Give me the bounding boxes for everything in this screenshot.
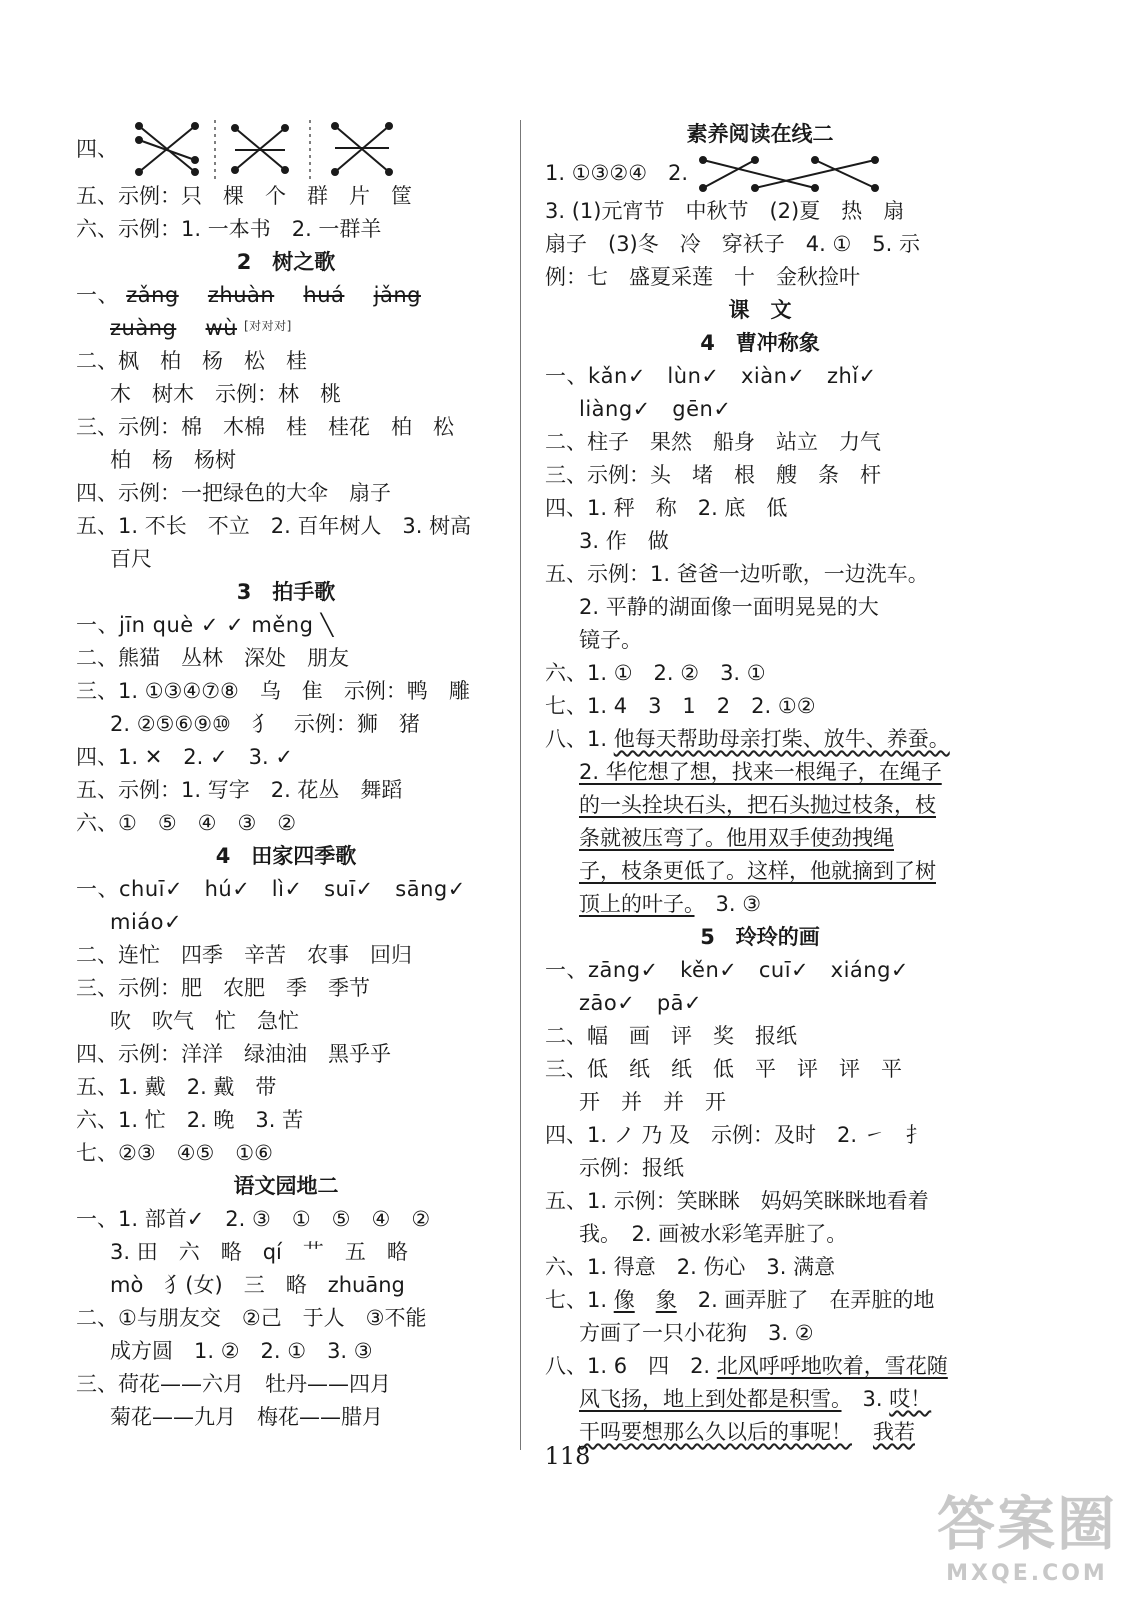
answer-line: 镜子。 [579, 628, 642, 652]
answer-line: 三、低 纸 纸 低 平 评 评 平 [545, 1057, 902, 1081]
answer-line: 百尺 [110, 547, 152, 571]
answer-line: 3. 作 做 [579, 529, 669, 553]
answer-line: 例：七 盛夏采莲 十 金秋捡叶 [545, 265, 860, 289]
answer-line: 四、示例：洋洋 绿油油 黑乎乎 [76, 1042, 391, 1066]
answer-line: 一、kǎn✓ lùn✓ xiàn✓ zhǐ✓ [545, 364, 877, 388]
matching-row: 四、 [76, 118, 496, 180]
answer-line: 二、①与朋友交 ②己 于人 ③不能 [76, 1306, 427, 1330]
answer-line: 五、示例：1. 爸爸一边听歌，一边洗车。 [545, 562, 929, 586]
lesson-title: 5 玲玲的画 [700, 925, 820, 949]
answer-line: 五、1. 示例：笑眯眯 妈妈笑眯眯地看着 [545, 1189, 929, 1213]
handwritten-note: [对对对] [244, 319, 292, 333]
answer-line: 四、示例：一把绿色的大伞 扇子 [76, 481, 391, 505]
answer-line: 三、示例：肥 农肥 季 季节 [76, 976, 370, 1000]
column-divider [520, 120, 521, 1450]
answer-line: 菊花——九月 梅花——腊月 [110, 1405, 383, 1429]
answer-line: 木 树木 示例：林 桃 [110, 382, 341, 406]
answer-line: 成方圆 1. ② 2. ① 3. ③ [110, 1339, 373, 1363]
answer-line: 二、连忙 四季 辛苦 农事 回归 [76, 943, 412, 967]
answer-line: 二、幅 画 评 奖 报纸 [545, 1024, 797, 1048]
answer-line: 四、1. 秤 称 2. 底 低 [545, 496, 788, 520]
answer-line: 三、示例：棉 木棉 桂 桂花 柏 松 [76, 415, 454, 439]
answer-line: 二、枫 柏 杨 松 桂 [76, 349, 307, 373]
answer-line: 五、1. 戴 2. 戴 带 [76, 1075, 277, 1099]
answer-line: zāo✓ pā✓ [579, 991, 703, 1015]
answer-line: 三、荷花——六月 牡丹——四月 [76, 1372, 391, 1396]
answer-line: 五、示例：只 棵 个 群 片 筐 [76, 184, 412, 208]
answer-line: 二、熊猫 丛林 深处 朋友 [76, 646, 349, 670]
answer-line: 四、1. ✕ 2. ✓ 3. ✓ [76, 745, 293, 769]
answer-line: 一、1. 部首✓ 2. ③ ① ⑤ ④ ② [76, 1207, 431, 1231]
answer-line: 吹 吹气 忙 急忙 [110, 1009, 299, 1033]
answer-line: 一、zāng✓ kěn✓ cuī✓ xiáng✓ [545, 958, 910, 982]
answer-line: 七、②③ ④⑤ ①⑥ [76, 1141, 273, 1165]
watermark-logo: 答案圈 MXQE.COM [936, 1490, 1117, 1586]
answer-line: 六、1. 忙 2. 晚 3. 苦 [76, 1108, 304, 1132]
right-column [545, 118, 975, 1449]
answer-line: 3. (1)元宵节 中秋节 (2)夏 热 扇 [545, 199, 905, 223]
answer-line: 一、jīn què ✓ ✓ měng ╲ [76, 613, 334, 637]
page-number: 118 [544, 1442, 591, 1470]
answer-line: 条就被压弯了。他用双手使劲拽绳 [579, 826, 894, 850]
answer-line: 2. ②⑤⑥⑨⑩ 犭 示例：狮 猪 [110, 712, 420, 736]
answer-line: 的一头拴块石头，把石头抛过枝条，枝 [579, 793, 936, 817]
answer-line: 2. 平静的湖面像一面明晃晃的大 [579, 595, 879, 619]
answer-line: 三、示例：头 堵 根 艘 条 杆 [545, 463, 881, 487]
answer-line: 八、1. 他每天帮助母亲打柴、放牛、养蚕。 [545, 727, 950, 751]
answer-line: 六、① ⑤ ④ ③ ② [76, 811, 297, 835]
answer-line: 七、1. 4 3 1 2 2. ①② [545, 694, 816, 718]
answer-line: 二、柱子 果然 船身 站立 力气 [545, 430, 881, 454]
lesson-title: 2 树之歌 [236, 250, 336, 274]
answer-line: mò 犭(女) 三 略 zhuāng [110, 1273, 405, 1297]
section-title: 素养阅读在线二 [686, 122, 834, 146]
answer-line: 六、1. ① 2. ② 3. ① [545, 661, 766, 685]
answer-line: 1. ①③②④ 2. [545, 151, 975, 195]
answer-line: 七、1. 像 象 2. 画弄脏了 在弄脏的地 [545, 1288, 935, 1312]
answer-line: 3. 田 六 略 qí 艹 五 略 [110, 1240, 408, 1264]
section-title: 课 文 [728, 298, 792, 322]
matching-lines-figure [125, 120, 455, 180]
answer-line: 方画了一只小花狗 3. ② [579, 1321, 814, 1345]
answer-line: 柏 杨 杨树 [110, 448, 236, 472]
answer-line: 六、示例：1. 一本书 2. 一群羊 [76, 217, 382, 241]
answer-line: 我。 2. 画被水彩笔弄脏了。 [579, 1222, 848, 1246]
pinyin-line: zuàng wù [对对对] [76, 312, 496, 345]
answer-line: 一、chuī✓ hú✓ lì✓ suī✓ sāng✓ [76, 877, 466, 901]
answer-line: liàng✓ gēn✓ [579, 397, 732, 421]
answer-line: 三、1. ①③④⑦⑧ 乌 隹 示例：鸭 雕 [76, 679, 470, 703]
answer-line: 子，枝条更低了。这样，他就摘到了树 [579, 859, 936, 883]
answer-line: 八、1. 6 四 2. 北风呼呼地吹着，雪花随 [545, 1354, 948, 1378]
lesson-title: 3 拍手歌 [236, 580, 336, 604]
answer-line: 开 并 并 开 [579, 1090, 726, 1114]
answer-line: 2. 华佗想了想，找来一根绳子，在绳子 [579, 760, 942, 784]
answer-line: 六、1. 得意 2. 伤心 3. 满意 [545, 1255, 836, 1279]
answer-line: 示例：报纸 [579, 1156, 684, 1180]
lesson-title: 4 田家四季歌 [215, 844, 357, 868]
answer-line: 四、1. ノ 乃 及 示例：及时 2. ㇀ 扌 [545, 1123, 927, 1147]
lesson-title: 语文园地二 [233, 1174, 339, 1198]
answer-line: 五、示例：1. 写字 2. 花丛 舞蹈 [76, 778, 403, 802]
answer-line: miáo✓ [110, 910, 183, 934]
answer-line: 干吗要想那么久以后的事呢！ 我若 [579, 1420, 915, 1444]
matching-lines-figure [695, 154, 885, 194]
pinyin-line: 一、 zǎng zhuàn huá jǎng [76, 283, 421, 307]
answer-line: 风飞扬，地上到处都是积雪。 3. 哎！ [579, 1387, 932, 1411]
left-column [76, 118, 496, 1434]
answer-line: 扇子 (3)冬 冷 穿袄子 4. ① 5. 示 [545, 232, 920, 256]
lesson-title: 4 曹冲称象 [700, 331, 820, 355]
answer-line: 五、1. 不长 不立 2. 百年树人 3. 树高 [76, 514, 472, 538]
answer-line: 顶上的叶子。 3. ③ [579, 892, 762, 916]
